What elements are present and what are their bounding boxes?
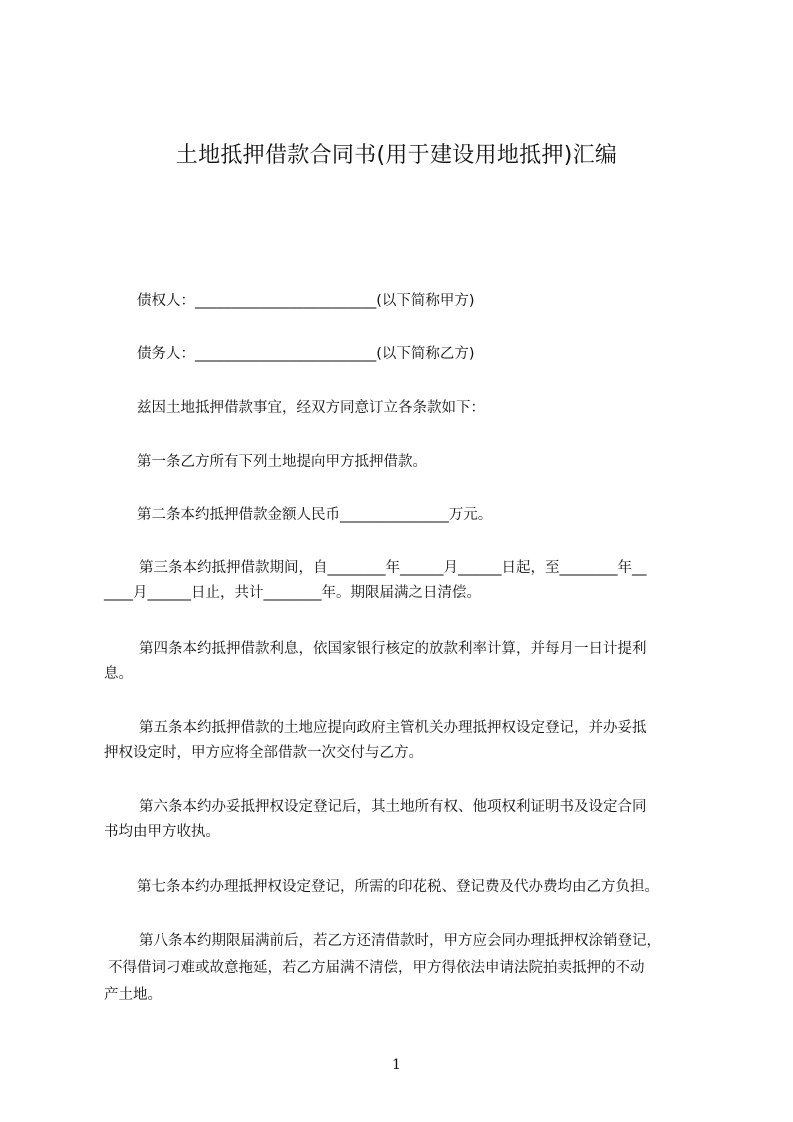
article-1: 第一条乙方所有下列土地提向甲方抵押借款。: [137, 454, 427, 470]
document-title: 土地抵押借款合同书(用于建设用地抵押)汇编: [175, 143, 618, 168]
intro-paragraph: 兹因土地抵押借款事宜，经双方同意订立各条款如下：: [137, 400, 485, 416]
debtor-line: 债务人：_________________________(以下简称乙方): [137, 346, 475, 362]
article-8-line-1: 第八条本约期限届满前后，若乙方还清借款时，甲方应会同办理抵押权涂销登记，: [139, 933, 661, 949]
page-number: 1: [392, 1057, 401, 1073]
article-6-line-2: 书均由甲方收执。: [104, 824, 220, 840]
article-8-line-3: 产土地。: [104, 987, 162, 1003]
article-2: 第二条本约抵押借款金额人民币_______________万元。: [137, 507, 493, 523]
article-6-line-1: 第六条本约办妥抵押权设定登记后，其土地所有权、他项权利证明书及设定合同: [139, 799, 647, 815]
article-4-line-2: 息。: [104, 666, 133, 682]
article-4-line-1: 第四条本约抵押借款利息，依国家银行核定的放款利率计算，并每月一日计提利: [139, 641, 647, 657]
article-3-line-2: ____月______日止，共计________年。期限届满之日清偿。: [104, 585, 481, 601]
article-3-line-1: 第三条本约抵押借款期间，自________年______月______日起，至________年__: [139, 560, 647, 576]
article-5-line-2: 押权设定时，甲方应将全部借款一次交付与乙方。: [104, 745, 423, 761]
article-7: 第七条本约办理抵押权设定登记，所需的印花税、登记费及代办费均由乙方负担。: [137, 879, 659, 895]
article-5-line-1: 第五条本约抵押借款的土地应提向政府主管机关办理抵押权设定登记，并办妥抵: [139, 720, 647, 736]
creditor-line: 债权人：_________________________(以下简称甲方): [137, 293, 475, 309]
article-8-line-2: 不得借词刁难或故意拖延，若乙方届满不清偿，甲方得依法申请法院拍卖抵押的不动: [108, 960, 645, 976]
